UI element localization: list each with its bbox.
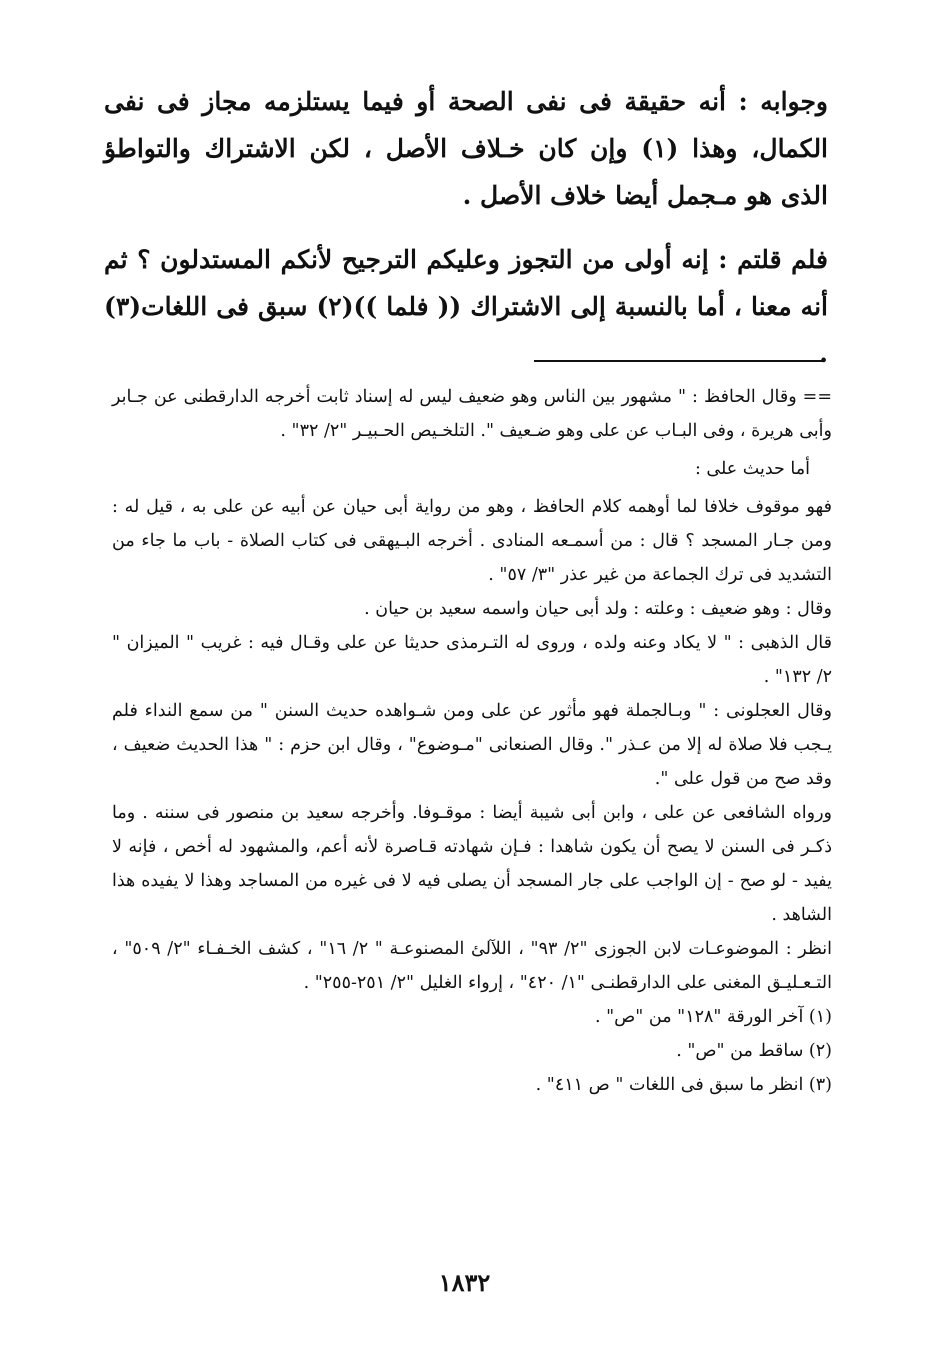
footnote-separator: [534, 360, 824, 362]
footnotes-section: [112, 380, 832, 1102]
footnote-continuation: == وقال الحافظ : " مشهور بين الناس وهو ضعيف ليس له إسناد ثابت أخرجه الدارقطنى عن جـابر وأبى هريرة ، وفى البـاب عن على وهو ضـعيف ". التلخـيص الحـبيـر "٢/ ٣٢" .: [112, 387, 832, 441]
footnote-bayhaqi: وقال : وهو ضعيف : وعلته : ولد أبى حيان واسمه سعيد بن حيان .: [364, 599, 832, 619]
main-paragraph-2-text: فلم قلتم : إنه أولى من التجوز وعليكم الترجيح لأنكم المستدلون ؟ ثم أنه معنا ، أما بالنسبة إلى الاشتراك (( فلما ))(٢) سبق فى اللغات(٣) .: [104, 245, 828, 368]
main-paragraph-1-text: وجوابه : أنه حقيقة فى نفى الصحة أو فيما يستلزمه مجاز فى نفى الكمال، وهذا (١) وإن كان خـلاف الأصل ، لكن الاشتراك والتواطؤ الذى هو مـجمل أيضا خلاف الأصل .: [104, 87, 829, 210]
page-number: ١٨٣٢: [438, 1268, 491, 1297]
footnote-1: (١) آخر الورقة "١٢٨" من "ص" .: [594, 1007, 832, 1027]
footnote-shafii: ورواه الشافعى عن على ، وابن أبى شيبة أيضا : موقـوفا. وأخرجه سعيد بن منصور فى سننه . وما ذكـر فى السنن لا يصح أن يكون شاهدا : فـإن شهادته قـاصرة لأنه أعم، والمشهود له أخص ، فإنه لا يفيد - لو صح - إن الواجب على جار المسجد أن يصلى فيه لا فى غيره من المساجد وهذا لا يفيده هذا الشاهد .: [112, 803, 832, 925]
footnote-ali-text: فهو موقوف خلافا لما أوهمه كلام الحافظ ، وهو من رواية أبى حيان عن أبيه عن على به ، قيل له : ومن جـار المسجد ؟ قال : من أسمـعه المنادى . أخرجه البـيهقى فى كتاب الصلاة - باب ما جاء من التشديد فى ترك الجماعة من غير عذر "٣/ ٥٧" .: [112, 497, 832, 585]
footnote-ali-heading: أما حديث على :: [694, 459, 810, 479]
footnote-dhahabi: قال الذهبى : " لا يكاد وعنه ولده ، وروى له التـرمذى حديثا عن على وقـال فيه : غريب " الميزان " ٢/ ١٣٢" .: [112, 633, 832, 687]
footnote-references: انظر : الموضوعـات لابن الجوزى "٢/ ٩٣" ، اللآلئ المصنوعـة " ٢/ ١٦" ، كشف الخـفـاء "٢/ ٥٠٩" ، التـعـليـق المغنى على الدارقطنـى "١/ ٤٢٠" ، إرواء الغليل "٢/ ٢٥١-٢٥٥" .: [112, 939, 833, 993]
footnote-ajluni: وقال العجلونى : " وبـالجملة فهو مأثور عن على ومن شـواهده حديث السنن " من سمع النداء فلم يـجب فلا صلاة له إلا من عـذر ". وقال الصنعانى "مـوضوع" ، وقال ابن حزم : " هذا الحديث ضعيف ، وقد صح من قول على ".: [112, 701, 832, 789]
footnote-2: (٢) ساقط من "ص" .: [676, 1041, 832, 1061]
main-paragraph-2: [104, 236, 828, 377]
footnote-3: (٣) انظر ما سبق فى اللغات " ص ٤١١" .: [535, 1075, 832, 1095]
main-paragraph-1: [104, 78, 828, 219]
